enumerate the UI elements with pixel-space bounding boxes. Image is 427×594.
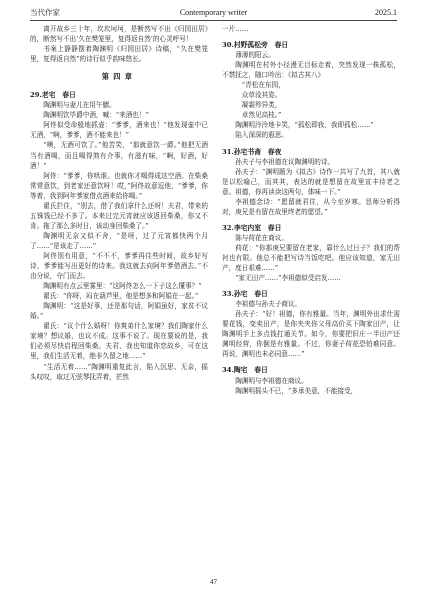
paragraph: 阿佟：“爹爹，你哄谁。也就你才喝得成这空酒。在柴桑常常意饮，到老家还意饮呀！哎，”阿佟故意逗他，“爹爹，你等着，我到阿年爹家借点酒来给你喝。” bbox=[30, 171, 208, 200]
paragraph: 离开故乡三十年，坎坎坷坷，是断然写不出《归园田居》的，断然写不出‘久在樊笼里，复得返自然’的心灵呼号！ bbox=[30, 25, 208, 44]
paragraph: 荷花：“你那庚兄要留在老家，靠什么过日子？我们的帮衬也有限。他总不能把写诗当饭吃吧。他应该知道，家无田产，度日艰难……” bbox=[222, 243, 400, 273]
paragraph: 翟氏：“议个什么婚呀！你爽弟什么家境？我们陶家什么家境？想议婚，也议不成。这事不说了。现在要说的是，我们必须尽快启程回柴桑。夫君，我也知道你恋故乡，可在这里，我们生活无着，绝非久留之地……” bbox=[30, 322, 208, 361]
paragraph: 李祖德与孙夫子商议。 bbox=[235, 300, 302, 309]
paragraph: 陶渊明摇头不已，“多承美意，不能接受， bbox=[235, 386, 358, 395]
paragraph: 陈与荷花在商议。 bbox=[235, 233, 288, 242]
journal-name-cn: 当代作家 bbox=[30, 8, 60, 17]
scene-heading: 32.李宅内室 春日 bbox=[222, 223, 282, 232]
page-number: 47 bbox=[210, 578, 217, 586]
scene-heading: 29.老宅 春日 bbox=[30, 91, 76, 100]
poem-line: 众草没其姿。 bbox=[241, 91, 282, 100]
paragraph: 陶渊明与妻儿在用午膳。 bbox=[43, 101, 116, 110]
paragraph: 陷入深深的遐思。 bbox=[235, 131, 288, 140]
paragraph: 翟氏：“你呀，闷在葫芦里，他是想多和阿娟在一起。” bbox=[43, 292, 199, 301]
paragraph: 陶渊明有点云里雾里：“这阿佟怎么一下子这么懂事？” bbox=[43, 282, 202, 291]
running-header bbox=[30, 6, 397, 21]
paragraph: 陶渊明在村外小径漫无目标走着，突然发现一株孤松，不禁抚之，随口吟出：《拟古其八》 bbox=[222, 61, 400, 80]
paragraph: 李祖德念诗：“愿留就君住，从今至岁寒。恳师分析得对，庚兄是有留在故里终老的愿望。” bbox=[222, 197, 400, 216]
paragraph: “噢，无酒可饮了。”他苦笑，“那就意饮一爵。”他把无酒当有酒喝，而且喝得煞有介事，有滋有味，“啊，好酒，好酒！” bbox=[30, 141, 208, 170]
paragraph: 陶渊明与李祖德在商议。 bbox=[235, 376, 308, 385]
paragraph: 翟氏拦住，“别去，借了我们拿什么还呀！夫君，带来的五铢钱已经不多了。本来过完元宵就应该返回柴桑，你又不肯。拖了那么多时日，该动身回柴桑了。” bbox=[30, 201, 208, 230]
paragraph: 陶渊明无奈又似不舍，“是呀，过了元宵都快两个月了……”是该走了……” bbox=[30, 231, 208, 250]
paragraph: 孙夫子与李祖德在议陶渊明的诗。 bbox=[235, 157, 335, 166]
poem-line: “青松在东园， bbox=[241, 81, 285, 90]
paragraph: 孙夫子：“好！祖德，你有雅量。当年，渊明外出求仕需要花钱，变卖田产，是你夹夹你父母高价买下陶家田产，让陶渊明手上多点钱打通关节。如今，你要把旧庄一半田产还渊明经营，你倒是有雅量。不过，你妻子荷花恐怕难同意。再说，渊明也未必同意……” bbox=[222, 310, 400, 359]
paragraph: “家无田产……”李祖德似受启发…… bbox=[235, 274, 341, 283]
paragraph: 陶渊明泠泠地卡笑，“孤松即我，我即孤松……” bbox=[235, 121, 374, 130]
poem-line: 卓然见高枝。” bbox=[241, 111, 282, 120]
paragraph: 书案上静静摆着陶渊明《归园田居》诗稿，“久在樊笼里，复得返自然”的诗行似乎韵味悠长。 bbox=[30, 45, 208, 64]
paragraph: 陶渊明饮毕爵中酒，喊：“来酒也！” bbox=[43, 111, 149, 120]
paragraph: 薄薄的阳云。 bbox=[235, 51, 275, 60]
paragraph: 一片…… bbox=[222, 25, 249, 33]
scene-heading: 34.陶宅 春日 bbox=[222, 366, 268, 375]
scene-heading: 31.孙宅书斋 春夜 bbox=[222, 147, 282, 156]
chapter-heading: 第四章 bbox=[101, 72, 137, 82]
scene-heading: 30.村野孤松旁 春日 bbox=[222, 41, 289, 50]
paragraph: 陶渊明：“这是好事，还是那句话，阿娟虽好，家贫不议婚。” bbox=[30, 302, 208, 321]
paragraph: 阿佟别有用意，“不不不，爹爹再住些时间，故乡好写诗，爹爹能写出更好的诗来。我这就去向阿年爹借酒去。”不由分说，夺门而去。 bbox=[30, 251, 208, 281]
paragraph: “生活无着……”陶渊明重复此言，陷入沉思、无奈，摇头叹叹，取过无弦琴抚弄着，茫然 bbox=[30, 362, 208, 381]
left-text-column bbox=[30, 24, 208, 382]
paragraph: 阿佟似受命般地抓壶：“爹爹，酒来也！”他发现壶中已无酒，“啊，爹爹，酒不能来也！” bbox=[30, 121, 208, 140]
journal-name-en: Contemporary writer bbox=[179, 8, 248, 17]
scene-heading: 33.孙宅 春日 bbox=[222, 290, 268, 299]
paragraph: 孙夫子：“渊明题为《拟古》诗作一共写了九首，其八就是以松喻己，而其其，表达的就是想留在故里宣丰待老之意。祖德，你再读读这两句，体味一下。” bbox=[222, 167, 400, 196]
right-text-column bbox=[222, 24, 400, 396]
poem-line: 凝霜殄异类， bbox=[241, 101, 282, 110]
issue-number: 2025.1 bbox=[375, 8, 397, 17]
